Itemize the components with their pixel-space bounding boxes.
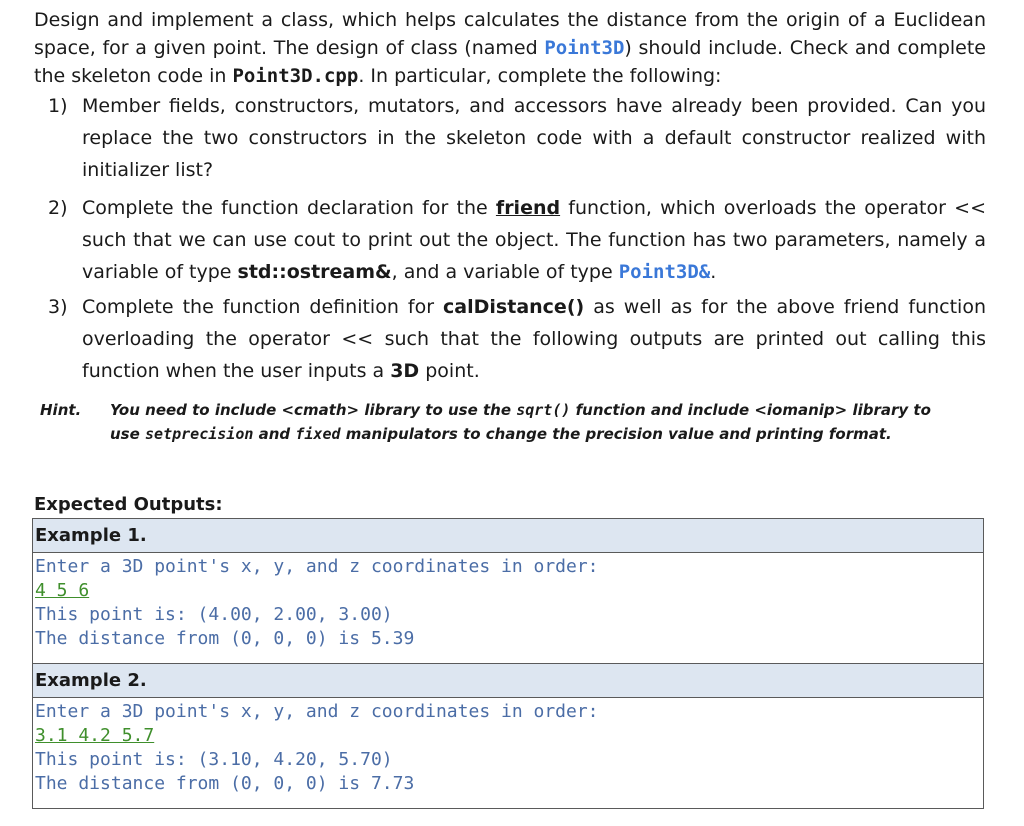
file-name: Point3D.cpp (232, 65, 359, 87)
intro-text-3: . In particular, complete the following: (358, 65, 722, 87)
class-name-point3d: Point3D (544, 37, 625, 59)
expected-outputs-title: Expected Outputs: (34, 494, 223, 515)
example-box-2 (32, 663, 984, 809)
task-text-b: as well as for the above friend function overloading the operator << such that the following outputs are printed out calling this function when the user inputs a (82, 296, 986, 382)
intro-text-1: Design and implement a class, which helps calculates the distance from the origin of a Euclidean space, for a given point. The design of class (named (34, 9, 986, 59)
hint-label: Hint. (40, 401, 82, 419)
console-prompt: Enter a 3D point's x, y, and z coordinates in order: (35, 556, 599, 577)
point3d-ref-type: Point3D& (618, 261, 711, 283)
hint-sqrt: sqrt() (516, 401, 571, 419)
task-text-a: Complete the function declaration for the (82, 197, 496, 219)
hint-setprecision: setprecision (145, 425, 254, 443)
task-text-c: point. (419, 360, 480, 382)
console-output (33, 553, 983, 651)
example-title: Example 2. (33, 664, 983, 698)
console-line-point: This point is: (3.10, 4.20, 5.70) (35, 749, 393, 770)
ostream-type: std::ostream& (237, 261, 392, 283)
assignment-document (34, 6, 986, 387)
console-line-point: This point is: (4.00, 2.00, 3.00) (35, 604, 393, 625)
console-line-distance: The distance from (0, 0, 0) is 5.39 (35, 628, 415, 649)
hint-block (40, 398, 940, 446)
task-text-b: function, which overloads the operator << such that we can use cout to print out the object. The function has two parameters, namely a variable of type (82, 197, 986, 283)
example-title: Example 1. (33, 519, 983, 553)
console-line-distance: The distance from (0, 0, 0) is 7.73 (35, 773, 415, 794)
hint-text-3: and (253, 425, 296, 443)
hint-text (110, 398, 940, 446)
task-list (34, 90, 986, 387)
task-number: 3) (48, 296, 68, 318)
console-prompt: Enter a 3D point's x, y, and z coordinates in order: (35, 701, 599, 722)
task-text-c: , and a variable of type (391, 261, 619, 283)
three-d-label: 3D (390, 360, 420, 382)
example-box-1 (32, 518, 984, 664)
user-input: 3.1 4.2 5.7 (35, 725, 155, 746)
task-number: 2) (48, 197, 68, 219)
task-item-1 (34, 90, 986, 186)
friend-keyword: friend (495, 197, 561, 219)
intro-text-2: ) should include. Check and complete the skeleton code in (34, 37, 986, 87)
task-text-d: . (710, 261, 717, 283)
hint-text-4: manipulators to change the precision value and printing format. (340, 425, 892, 443)
task-item-3 (34, 291, 986, 387)
intro-paragraph (34, 6, 986, 90)
caldistance-function: calDistance() (443, 296, 585, 318)
user-input: 4 5 6 (35, 580, 90, 601)
console-output (33, 698, 983, 796)
task-text-a: Complete the function definition for (82, 296, 444, 318)
task-text: Member fields, constructors, mutators, and accessors have already been provided. Can you replace the two constructors in the skeleton code with a default constructor realized with initializer list? (82, 95, 986, 181)
task-item-2 (34, 192, 986, 288)
hint-text-1: You need to include <cmath> library to use the (110, 401, 517, 419)
hint-fixed: fixed (295, 425, 341, 443)
hint-text-2: function and include <iomanip> library to use (110, 401, 931, 443)
task-number: 1) (48, 95, 68, 117)
